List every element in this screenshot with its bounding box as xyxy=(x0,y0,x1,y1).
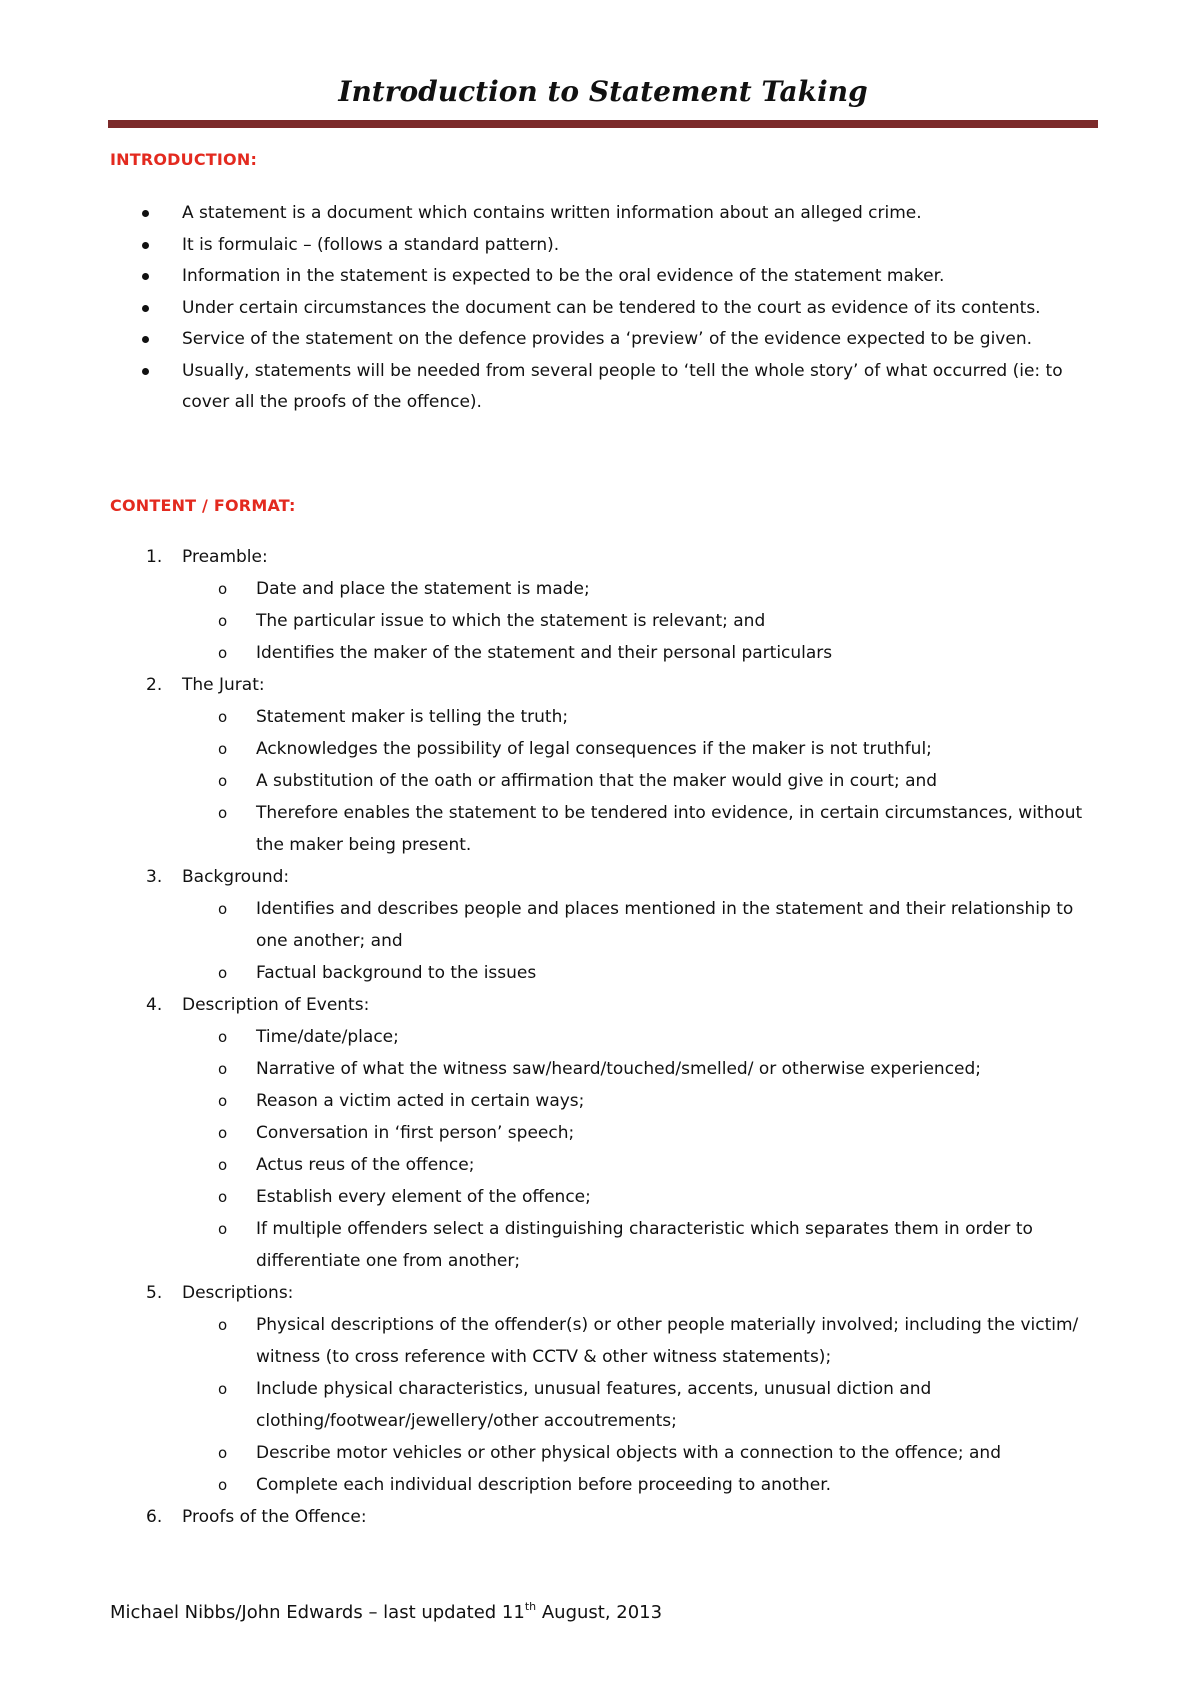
sub-list-item xyxy=(110,1021,1100,1053)
bullet-text: It is formulaic – (follows a standard pattern). xyxy=(182,234,560,255)
circle-bullet-icon: o xyxy=(218,900,228,918)
footer-superscript: th xyxy=(524,1600,537,1613)
sub-list-item xyxy=(110,573,1100,605)
list-item xyxy=(110,198,1100,230)
numbered-item-heading xyxy=(110,1501,1100,1533)
sub-item-text: Describe motor vehicles or other physical objects with a connection to the offence; and xyxy=(256,1443,1001,1463)
sub-item-text: Reason a victim acted in certain ways; xyxy=(256,1091,585,1111)
sub-item-text: Acknowledges the possibility of legal consequences if the maker is not truthful; xyxy=(256,739,932,759)
sub-item-text: Physical descriptions of the offender(s) or other people materially involved; including the victim/ witness (to cross reference with CCTV & other witness statements); xyxy=(256,1315,1079,1367)
page-title: Introduction to Statement Taking xyxy=(338,75,868,108)
numbered-item xyxy=(110,541,1100,669)
circle-bullet-icon: o xyxy=(218,1028,228,1046)
circle-bullet-icon: o xyxy=(218,1316,228,1334)
sub-list-item xyxy=(110,1213,1100,1277)
item-number: 2. xyxy=(146,675,163,695)
sub-list-item xyxy=(110,1373,1100,1437)
sub-list-item xyxy=(110,1469,1100,1501)
sub-list-item xyxy=(110,797,1100,861)
sub-item-text: Include physical characteristics, unusual features, accents, unusual diction and clothing/footwear/jewellery/other accoutrements; xyxy=(256,1379,932,1431)
introduction-heading: INTRODUCTION: xyxy=(110,150,258,169)
sub-item-text: Actus reus of the offence; xyxy=(256,1155,475,1175)
circle-bullet-icon: o xyxy=(218,804,228,822)
sub-list-item xyxy=(110,1309,1100,1373)
circle-bullet-icon: o xyxy=(218,740,228,758)
sub-list-item xyxy=(110,701,1100,733)
introduction-bullet-list xyxy=(110,198,1100,419)
circle-bullet-icon: o xyxy=(218,1220,228,1238)
circle-bullet-icon: o xyxy=(218,1060,228,1078)
footer-text-end: August, 2013 xyxy=(536,1602,663,1623)
sub-item-text: Statement maker is telling the truth; xyxy=(256,707,569,727)
page-header xyxy=(108,70,1098,128)
numbered-item xyxy=(110,861,1100,989)
circle-bullet-icon: o xyxy=(218,964,228,982)
numbered-item xyxy=(110,1501,1100,1533)
numbered-item-heading xyxy=(110,861,1100,893)
content-format-list xyxy=(110,541,1100,1533)
bullet-icon xyxy=(142,368,149,375)
item-number: 4. xyxy=(146,995,163,1015)
sub-list-item xyxy=(110,1149,1100,1181)
list-item xyxy=(110,230,1100,262)
list-item xyxy=(110,356,1100,419)
sub-list-item xyxy=(110,765,1100,797)
sub-item-text: Date and place the statement is made; xyxy=(256,579,590,599)
numbered-item xyxy=(110,669,1100,861)
sub-item-text: If multiple offenders select a distinguishing characteristic which separates them in order to differentiate one from another; xyxy=(256,1219,1033,1271)
item-label: Description of Events: xyxy=(182,995,370,1015)
bullet-icon xyxy=(142,336,149,343)
bullet-text: A statement is a document which contains written information about an alleged crime. xyxy=(182,203,922,223)
sub-item-text: The particular issue to which the statement is relevant; and xyxy=(256,611,766,631)
sub-list-item xyxy=(110,1053,1100,1085)
circle-bullet-icon: o xyxy=(218,1444,228,1462)
item-number: 6. xyxy=(146,1507,163,1527)
numbered-item-heading xyxy=(110,989,1100,1021)
bullet-text: Usually, statements will be needed from several people to ‘tell the whole story’ of what occurred (ie: to cover all the proofs of the offence). xyxy=(182,360,1063,412)
circle-bullet-icon: o xyxy=(218,612,228,630)
bullet-text: Under certain circumstances the document can be tendered to the court as evidence of its contents. xyxy=(182,297,1041,318)
footer-text: Michael Nibbs/John Edwards – last updated 11 xyxy=(110,1602,525,1623)
numbered-item-heading xyxy=(110,1277,1100,1309)
sub-list-item xyxy=(110,733,1100,765)
item-label: Background: xyxy=(182,867,290,887)
numbered-item-heading xyxy=(110,541,1100,573)
page-footer xyxy=(110,1600,662,1623)
content-format-heading: CONTENT / FORMAT: xyxy=(110,496,296,515)
item-number: 5. xyxy=(146,1283,163,1303)
sub-list xyxy=(110,573,1100,669)
sub-list-item xyxy=(110,1437,1100,1469)
sub-list-item xyxy=(110,957,1100,989)
item-label: Proofs of the Offence: xyxy=(182,1507,367,1527)
sub-list-item xyxy=(110,1181,1100,1213)
sub-list xyxy=(110,1021,1100,1277)
list-item xyxy=(110,324,1100,356)
sub-item-text: Factual background to the issues xyxy=(256,963,537,983)
circle-bullet-icon: o xyxy=(218,1476,228,1494)
item-label: The Jurat: xyxy=(182,675,265,695)
bullet-icon xyxy=(142,242,149,249)
bullet-text: Information in the statement is expected to be the oral evidence of the statement maker. xyxy=(182,266,945,286)
circle-bullet-icon: o xyxy=(218,1124,228,1142)
sub-list-item xyxy=(110,637,1100,669)
item-number: 1. xyxy=(146,547,163,567)
item-number: 3. xyxy=(146,867,163,887)
circle-bullet-icon: o xyxy=(218,644,228,662)
sub-item-text: Identifies and describes people and places mentioned in the statement and their relationship to one another; and xyxy=(256,899,1074,951)
header-rule xyxy=(108,120,1098,128)
numbered-item xyxy=(110,1277,1100,1501)
sub-list xyxy=(110,1309,1100,1501)
sub-item-text: Identifies the maker of the statement and their personal particulars xyxy=(256,643,833,663)
sub-list-item xyxy=(110,1117,1100,1149)
bullet-icon xyxy=(142,305,149,312)
list-item xyxy=(110,293,1100,325)
circle-bullet-icon: o xyxy=(218,708,228,726)
numbered-item xyxy=(110,989,1100,1277)
sub-list-item xyxy=(110,893,1100,957)
circle-bullet-icon: o xyxy=(218,1092,228,1110)
sub-item-text: Narrative of what the witness saw/heard/touched/smelled/ or otherwise experienced; xyxy=(256,1059,982,1079)
sub-list xyxy=(110,701,1100,861)
sub-item-text: Conversation in ‘first person’ speech; xyxy=(256,1123,575,1143)
bullet-icon xyxy=(142,273,149,280)
sub-list-item xyxy=(110,605,1100,637)
circle-bullet-icon: o xyxy=(218,1156,228,1174)
sub-list-item xyxy=(110,1085,1100,1117)
circle-bullet-icon: o xyxy=(218,1380,228,1398)
sub-item-text: A substitution of the oath or affirmation that the maker would give in court; and xyxy=(256,771,938,791)
circle-bullet-icon: o xyxy=(218,1188,228,1206)
numbered-item-heading xyxy=(110,669,1100,701)
sub-item-text: Therefore enables the statement to be tendered into evidence, in certain circumstances, without the maker being present. xyxy=(256,803,1083,855)
item-label: Descriptions: xyxy=(182,1283,294,1303)
item-label: Preamble: xyxy=(182,547,268,567)
circle-bullet-icon: o xyxy=(218,580,228,598)
circle-bullet-icon: o xyxy=(218,772,228,790)
list-item xyxy=(110,261,1100,293)
bullet-icon xyxy=(142,210,149,217)
sub-item-text: Time/date/place; xyxy=(256,1027,399,1047)
sub-item-text: Establish every element of the offence; xyxy=(256,1187,591,1207)
sub-item-text: Complete each individual description before proceeding to another. xyxy=(256,1475,832,1495)
bullet-text: Service of the statement on the defence provides a ‘preview’ of the evidence expected to be given. xyxy=(182,329,1032,349)
sub-list xyxy=(110,893,1100,989)
